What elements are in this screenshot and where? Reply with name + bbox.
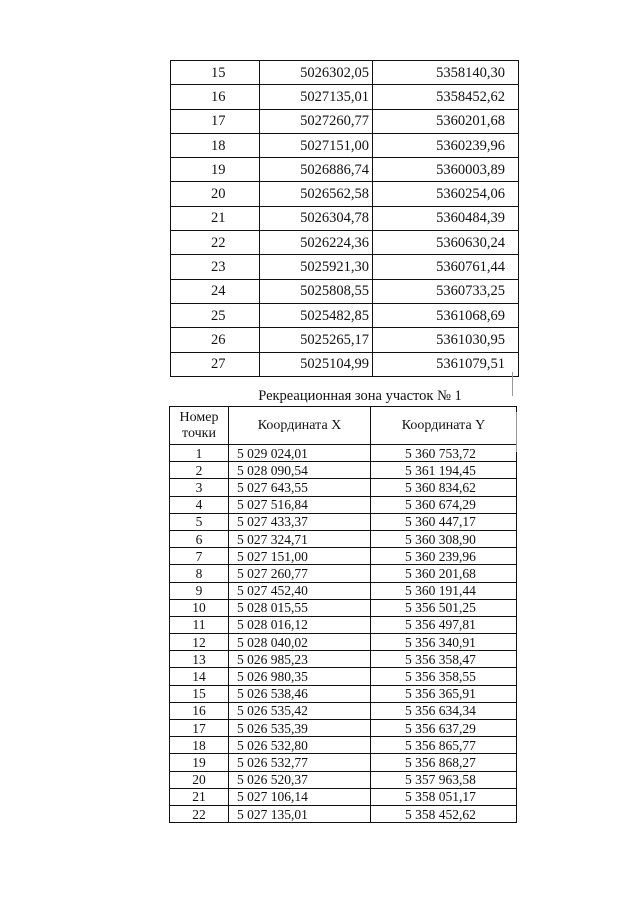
coordinate-y-cell: 5 356 358,55 [371, 668, 517, 685]
coordinate-x-cell: 5 028 016,12 [229, 616, 371, 633]
coordinate-x-cell: 5 026 535,42 [229, 702, 371, 719]
coordinate-x-cell: 5025921,30 [260, 255, 373, 279]
coordinate-y-cell: 5360733,25 [373, 279, 519, 303]
coordinate-x-cell: 5 027 433,37 [229, 513, 371, 530]
point-number-cell: 9 [170, 582, 229, 599]
coordinate-x-cell: 5025104,99 [260, 352, 373, 376]
table-row [170, 651, 517, 668]
table2-header [170, 407, 517, 445]
coordinate-y-cell: 5361030,95 [373, 328, 519, 352]
coordinate-x-cell: 5 026 538,46 [229, 685, 371, 702]
point-number-cell: 5 [170, 513, 229, 530]
point-number-header-line1: Номер [179, 409, 219, 425]
point-number-cell: 8 [170, 565, 229, 582]
coordinate-x-cell: 5026562,58 [260, 182, 373, 206]
point-number-cell: 11 [170, 616, 229, 633]
point-number-cell: 12 [170, 634, 229, 651]
coordinate-y-cell: 5 360 191,44 [371, 582, 517, 599]
point-number-cell: 4 [170, 496, 229, 513]
coordinate-x-cell: 5026886,74 [260, 158, 373, 182]
point-number-cell: 16 [171, 85, 260, 109]
table-row [171, 255, 519, 279]
coordinate-y-cell: 5 356 365,91 [371, 685, 517, 702]
coordinate-x-cell: 5 027 135,01 [229, 805, 371, 822]
point-number-cell: 3 [170, 479, 229, 496]
point-number-cell: 6 [170, 530, 229, 547]
coordinate-y-cell: 5 360 753,72 [371, 445, 517, 462]
table-row [170, 582, 517, 599]
coordinate-y-cell: 5 356 865,77 [371, 737, 517, 754]
scan-artifact [516, 412, 517, 452]
coordinate-x-cell: 5 028 015,55 [229, 599, 371, 616]
point-number-cell: 13 [170, 651, 229, 668]
point-number-cell: 19 [170, 754, 229, 771]
coordinate-x-cell: 5 027 516,84 [229, 496, 371, 513]
table2-body [170, 445, 517, 823]
table-row [171, 61, 519, 85]
table-row [170, 788, 517, 805]
table-row [170, 771, 517, 788]
coordinate-y-cell: 5 360 239,96 [371, 548, 517, 565]
point-number-cell: 27 [171, 352, 260, 376]
table-row [170, 668, 517, 685]
table-row [170, 754, 517, 771]
coordinate-y-cell: 5 356 358,47 [371, 651, 517, 668]
coordinate-y-cell: 5358452,62 [373, 85, 519, 109]
table-row [170, 805, 517, 822]
point-number-header-line2: точки [182, 425, 216, 441]
coordinate-x-header: Координата X [229, 407, 371, 445]
point-number-cell: 20 [171, 182, 260, 206]
point-number-cell: 18 [170, 737, 229, 754]
coordinate-y-cell: 5 360 308,90 [371, 530, 517, 547]
table-row [170, 530, 517, 547]
coordinate-y-cell: 5 360 674,29 [371, 496, 517, 513]
table-row [170, 737, 517, 754]
table-row [170, 462, 517, 479]
point-number-cell: 10 [170, 599, 229, 616]
coordinate-y-cell: 5 356 637,29 [371, 720, 517, 737]
point-number-cell: 26 [171, 328, 260, 352]
table-row [170, 565, 517, 582]
coordinate-x-cell: 5025808,55 [260, 279, 373, 303]
table1-body [171, 61, 519, 377]
coordinate-x-cell: 5 027 260,77 [229, 565, 371, 582]
coordinate-y-cell: 5 357 963,58 [371, 771, 517, 788]
point-number-cell: 22 [170, 805, 229, 822]
table-row [171, 182, 519, 206]
table-row [170, 496, 517, 513]
point-number-header [170, 407, 229, 445]
coordinate-y-cell: 5 356 497,81 [371, 616, 517, 633]
coordinate-y-cell: 5361068,69 [373, 303, 519, 327]
coordinate-y-cell: 5 360 447,17 [371, 513, 517, 530]
coordinate-y-cell: 5 361 194,45 [371, 462, 517, 479]
coordinates-table-continued [170, 60, 519, 377]
point-number-cell: 14 [170, 668, 229, 685]
coordinate-x-cell: 5027135,01 [260, 85, 373, 109]
coordinate-y-cell: 5 358 051,17 [371, 788, 517, 805]
coordinate-x-cell: 5 029 024,01 [229, 445, 371, 462]
coordinate-x-cell: 5 026 532,80 [229, 737, 371, 754]
coordinate-y-header: Координата Y [371, 407, 517, 445]
table-row [170, 513, 517, 530]
point-number-cell: 17 [170, 720, 229, 737]
table-row [171, 279, 519, 303]
table-row [171, 328, 519, 352]
point-number-cell: 22 [171, 231, 260, 255]
point-number-cell: 18 [171, 133, 260, 157]
point-number-cell: 17 [171, 109, 260, 133]
coordinate-y-cell: 5360761,44 [373, 255, 519, 279]
coordinate-x-cell: 5026304,78 [260, 206, 373, 230]
table-row [170, 702, 517, 719]
table-row [171, 303, 519, 327]
coordinate-x-cell: 5 027 452,40 [229, 582, 371, 599]
section-title: Рекреационная зона участок № 1 [258, 388, 462, 404]
table-row [171, 352, 519, 376]
point-number-cell: 25 [171, 303, 260, 327]
point-number-cell: 7 [170, 548, 229, 565]
table-row [171, 109, 519, 133]
coordinate-x-cell: 5 026 532,77 [229, 754, 371, 771]
coordinate-x-cell: 5026224,36 [260, 231, 373, 255]
coordinate-y-cell: 5 356 868,27 [371, 754, 517, 771]
point-number-cell: 15 [171, 61, 260, 85]
coordinate-y-cell: 5358140,30 [373, 61, 519, 85]
coordinate-x-cell: 5 026 985,23 [229, 651, 371, 668]
point-number-cell: 19 [171, 158, 260, 182]
coordinate-x-cell: 5 027 151,00 [229, 548, 371, 565]
coordinate-x-cell: 5 027 106,14 [229, 788, 371, 805]
table-row [171, 231, 519, 255]
coordinate-x-cell: 5027151,00 [260, 133, 373, 157]
coordinate-x-cell: 5 026 520,37 [229, 771, 371, 788]
point-number-cell: 24 [171, 279, 260, 303]
table-row [171, 158, 519, 182]
point-number-cell: 21 [170, 788, 229, 805]
coordinate-x-cell: 5025482,85 [260, 303, 373, 327]
table-row [170, 445, 517, 462]
coordinate-x-cell: 5026302,05 [260, 61, 373, 85]
table-row [171, 85, 519, 109]
table-row [171, 206, 519, 230]
header-row [170, 407, 517, 445]
coordinate-x-cell: 5 027 643,55 [229, 479, 371, 496]
point-number-cell: 1 [170, 445, 229, 462]
coordinate-x-cell: 5 026 535,39 [229, 720, 371, 737]
point-number-cell: 15 [170, 685, 229, 702]
coordinate-y-cell: 5 356 340,91 [371, 634, 517, 651]
coordinate-y-cell: 5 360 201,68 [371, 565, 517, 582]
coordinate-y-cell: 5 356 501,25 [371, 599, 517, 616]
table-row [170, 634, 517, 651]
coordinate-x-cell: 5 028 090,54 [229, 462, 371, 479]
coordinate-x-cell: 5027260,77 [260, 109, 373, 133]
coordinate-y-cell: 5 360 834,62 [371, 479, 517, 496]
point-number-cell: 20 [170, 771, 229, 788]
coordinate-x-cell: 5 026 980,35 [229, 668, 371, 685]
coordinate-x-cell: 5025265,17 [260, 328, 373, 352]
table-row [170, 548, 517, 565]
coordinate-y-cell: 5360201,68 [373, 109, 519, 133]
table-row [170, 479, 517, 496]
table-row [170, 720, 517, 737]
table-row [170, 685, 517, 702]
coordinate-y-cell: 5360239,96 [373, 133, 519, 157]
coordinate-x-cell: 5 027 324,71 [229, 530, 371, 547]
recreation-zone-table [169, 406, 517, 823]
coordinate-x-cell: 5 028 040,02 [229, 634, 371, 651]
coordinate-y-cell: 5 356 634,34 [371, 702, 517, 719]
point-number-cell: 21 [171, 206, 260, 230]
table-row [170, 616, 517, 633]
coordinate-y-cell: 5360484,39 [373, 206, 519, 230]
table-row [171, 133, 519, 157]
coordinate-y-cell: 5 358 452,62 [371, 805, 517, 822]
scan-artifact [512, 372, 513, 396]
point-number-cell: 23 [171, 255, 260, 279]
point-number-cell: 2 [170, 462, 229, 479]
coordinate-y-cell: 5360254,06 [373, 182, 519, 206]
coordinate-y-cell: 5360003,89 [373, 158, 519, 182]
point-number-cell: 16 [170, 702, 229, 719]
table-row [170, 599, 517, 616]
coordinate-y-cell: 5360630,24 [373, 231, 519, 255]
coordinate-y-cell: 5361079,51 [373, 352, 519, 376]
